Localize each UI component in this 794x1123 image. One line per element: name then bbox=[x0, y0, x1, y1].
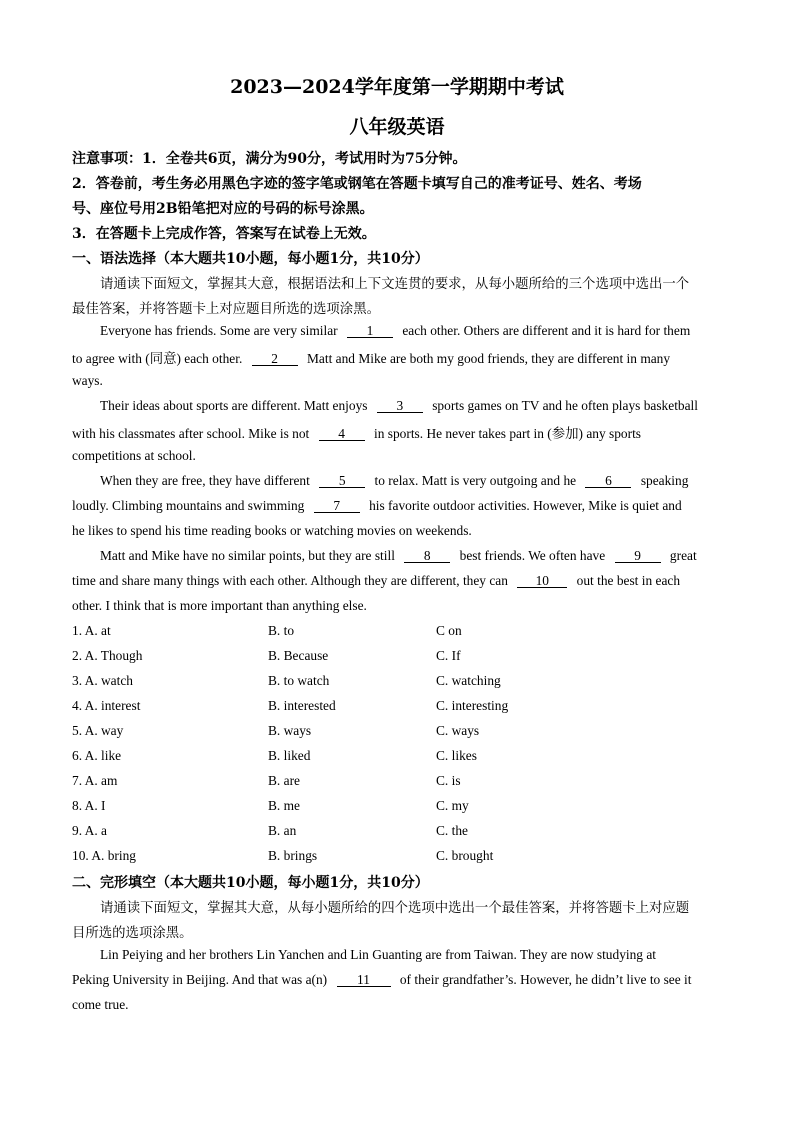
option-8-a: 8. A. I bbox=[72, 798, 106, 813]
exam-title: 2023—2024学年度第一学期期中考试 bbox=[230, 76, 564, 98]
option-6-c: C. likes bbox=[436, 748, 477, 763]
section1-heading: 一、语法选择（本大题共10小题，每小题1分，共10分） bbox=[72, 251, 429, 267]
option-8-c: C. my bbox=[436, 798, 469, 813]
option-7-b: B. are bbox=[268, 773, 300, 788]
passage-line bbox=[72, 423, 641, 442]
option-2-b: B. Because bbox=[268, 648, 329, 663]
option-8-b: B. me bbox=[268, 798, 300, 813]
option-6-b: B. liked bbox=[268, 748, 311, 763]
passage-text: loudly. Climbing mountains and swimming bbox=[72, 498, 305, 513]
passage-text: to relax. Matt is very outgoing and he bbox=[374, 473, 577, 488]
passage-text: great bbox=[669, 548, 697, 563]
passage-text: ways. bbox=[72, 373, 103, 388]
passage-text: Their ideas about sports are different. Matt enjoys bbox=[100, 398, 368, 413]
option-10-c: C. brought bbox=[436, 848, 494, 863]
blank-5: 5 bbox=[319, 474, 365, 488]
passage-text: Peking University in Beijing. And that was a(n) bbox=[72, 972, 328, 987]
option-5-b: B. ways bbox=[268, 723, 312, 738]
notes-line-2a: 2．答卷前，考生务必用黑色字迹的签字笔或钢笔在答题卡填写自己的准考证号、姓名、考场 bbox=[72, 176, 642, 192]
passage-text: sports games on TV and he often plays basketball bbox=[432, 398, 698, 413]
option-5-c: C. ways bbox=[436, 723, 480, 738]
blank-4: 4 bbox=[319, 427, 365, 441]
passage-text: his favorite outdoor activities. However, Mike is quiet and bbox=[369, 498, 682, 513]
option-7-c: C. is bbox=[436, 773, 461, 788]
passage-text: Everyone has friends. Some are very similar bbox=[100, 323, 338, 338]
passage-text: in sports. He never takes part in (参加) any sports bbox=[374, 426, 642, 441]
passage-text: Lin Peiying and her brothers Lin Yanchen and Lin Guanting are from Taiwan. They are now studying at bbox=[100, 947, 657, 962]
section1-instruction-b: 最佳答案，并将答题卡上对应题目所选的选项涂黑。 bbox=[72, 302, 380, 317]
blank-2: 2 bbox=[252, 352, 298, 366]
passage-text: best friends. We often have bbox=[459, 548, 606, 563]
passage-line bbox=[100, 473, 688, 489]
passage-line bbox=[72, 523, 472, 539]
passage-line bbox=[72, 448, 196, 464]
passage-text: When they are free, they have different bbox=[100, 473, 310, 488]
section1-instruction-a: 请通读下面短文，掌握其大意，根据语法和上下文连贯的要求，从每小题所给的三个选项中选出一个 bbox=[100, 277, 690, 292]
passage-text: Matt and Mike have no similar points, but they are still bbox=[100, 548, 395, 563]
option-2-a: 2. A. Though bbox=[72, 648, 143, 663]
passage-text: he likes to spend his time reading books or watching movies on weekends. bbox=[72, 523, 472, 538]
option-6-a: 6. A. like bbox=[72, 748, 122, 763]
passage-text: Matt and Mike are both my good friends, they are different in many bbox=[307, 351, 671, 366]
passage-line bbox=[72, 498, 682, 514]
passage-line bbox=[100, 947, 656, 963]
passage-text: each other. Others are different and it is hard for them bbox=[402, 323, 691, 338]
option-4-c: C. interesting bbox=[436, 698, 509, 713]
exam-subtitle: 八年级英语 bbox=[349, 116, 445, 138]
passage-line bbox=[72, 573, 680, 589]
option-4-b: B. interested bbox=[268, 698, 336, 713]
option-5-a: 5. A. way bbox=[72, 723, 124, 738]
passage-text: with his classmates after school. Mike is not bbox=[72, 426, 310, 441]
passage-text: time and share many things with each other. Although they are different, they can bbox=[72, 573, 508, 588]
passage-text: other. I think that is more important than anything else. bbox=[72, 598, 367, 613]
option-7-a: 7. A. am bbox=[72, 773, 118, 788]
section2-heading: 二、完形填空（本大题共10小题，每小题1分，共10分） bbox=[72, 875, 429, 891]
notes-line-2b: 号、座位号用2B铅笔把对应的号码的标号涂黑。 bbox=[72, 201, 374, 217]
passage-line bbox=[72, 598, 367, 614]
blank-10: 10 bbox=[517, 574, 567, 588]
passage-line bbox=[100, 323, 690, 339]
option-9-c: C. the bbox=[436, 823, 468, 838]
option-3-b: B. to watch bbox=[268, 673, 330, 688]
passage-line bbox=[72, 373, 103, 389]
option-1-c: C on bbox=[436, 623, 462, 638]
passage-line bbox=[100, 548, 697, 564]
option-4-a: 4. A. interest bbox=[72, 698, 141, 713]
passage-line bbox=[72, 997, 129, 1013]
passage-line bbox=[100, 398, 698, 414]
passage-line bbox=[72, 348, 670, 367]
passage-text: competitions at school. bbox=[72, 448, 196, 463]
option-1-a: 1. A. at bbox=[72, 623, 111, 638]
notes-line-3: 3．在答题卡上完成作答，答案写在试卷上无效。 bbox=[72, 226, 376, 242]
blank-8: 8 bbox=[404, 549, 450, 563]
option-10-b: B. brings bbox=[268, 848, 318, 863]
section2-instruction-b: 目所选的选项涂黑。 bbox=[72, 926, 193, 941]
option-3-c: C. watching bbox=[436, 673, 501, 688]
option-1-b: B. to bbox=[268, 623, 295, 638]
blank-1: 1 bbox=[347, 324, 393, 338]
blank-3: 3 bbox=[377, 399, 423, 413]
blank-7: 7 bbox=[314, 499, 360, 513]
option-10-a: 10. A. bring bbox=[72, 848, 136, 863]
option-9-a: 9. A. a bbox=[72, 823, 107, 838]
passage-text: come true. bbox=[72, 997, 129, 1012]
passage-text: of their grandfather’s. However, he didn’t live to see it bbox=[399, 972, 692, 987]
blank-11: 11 bbox=[337, 973, 391, 987]
section2-instruction-a: 请通读下面短文，掌握其大意，从每小题所给的四个选项中选出一个最佳答案，并将答题卡上对应题 bbox=[100, 901, 690, 916]
passage-text: out the best in each bbox=[576, 573, 681, 588]
blank-6: 6 bbox=[585, 474, 631, 488]
passage-line bbox=[72, 972, 691, 988]
passage-text: to agree with (同意) each other. bbox=[72, 351, 243, 366]
blank-9: 9 bbox=[615, 549, 661, 563]
notes-line-1: 注意事项：1．全卷共6页，满分为90分，考试用时为75分钟。 bbox=[72, 151, 467, 167]
option-9-b: B. an bbox=[268, 823, 297, 838]
passage-text: speaking bbox=[640, 473, 689, 488]
option-2-c: C. If bbox=[436, 648, 461, 663]
option-3-a: 3. A. watch bbox=[72, 673, 133, 688]
